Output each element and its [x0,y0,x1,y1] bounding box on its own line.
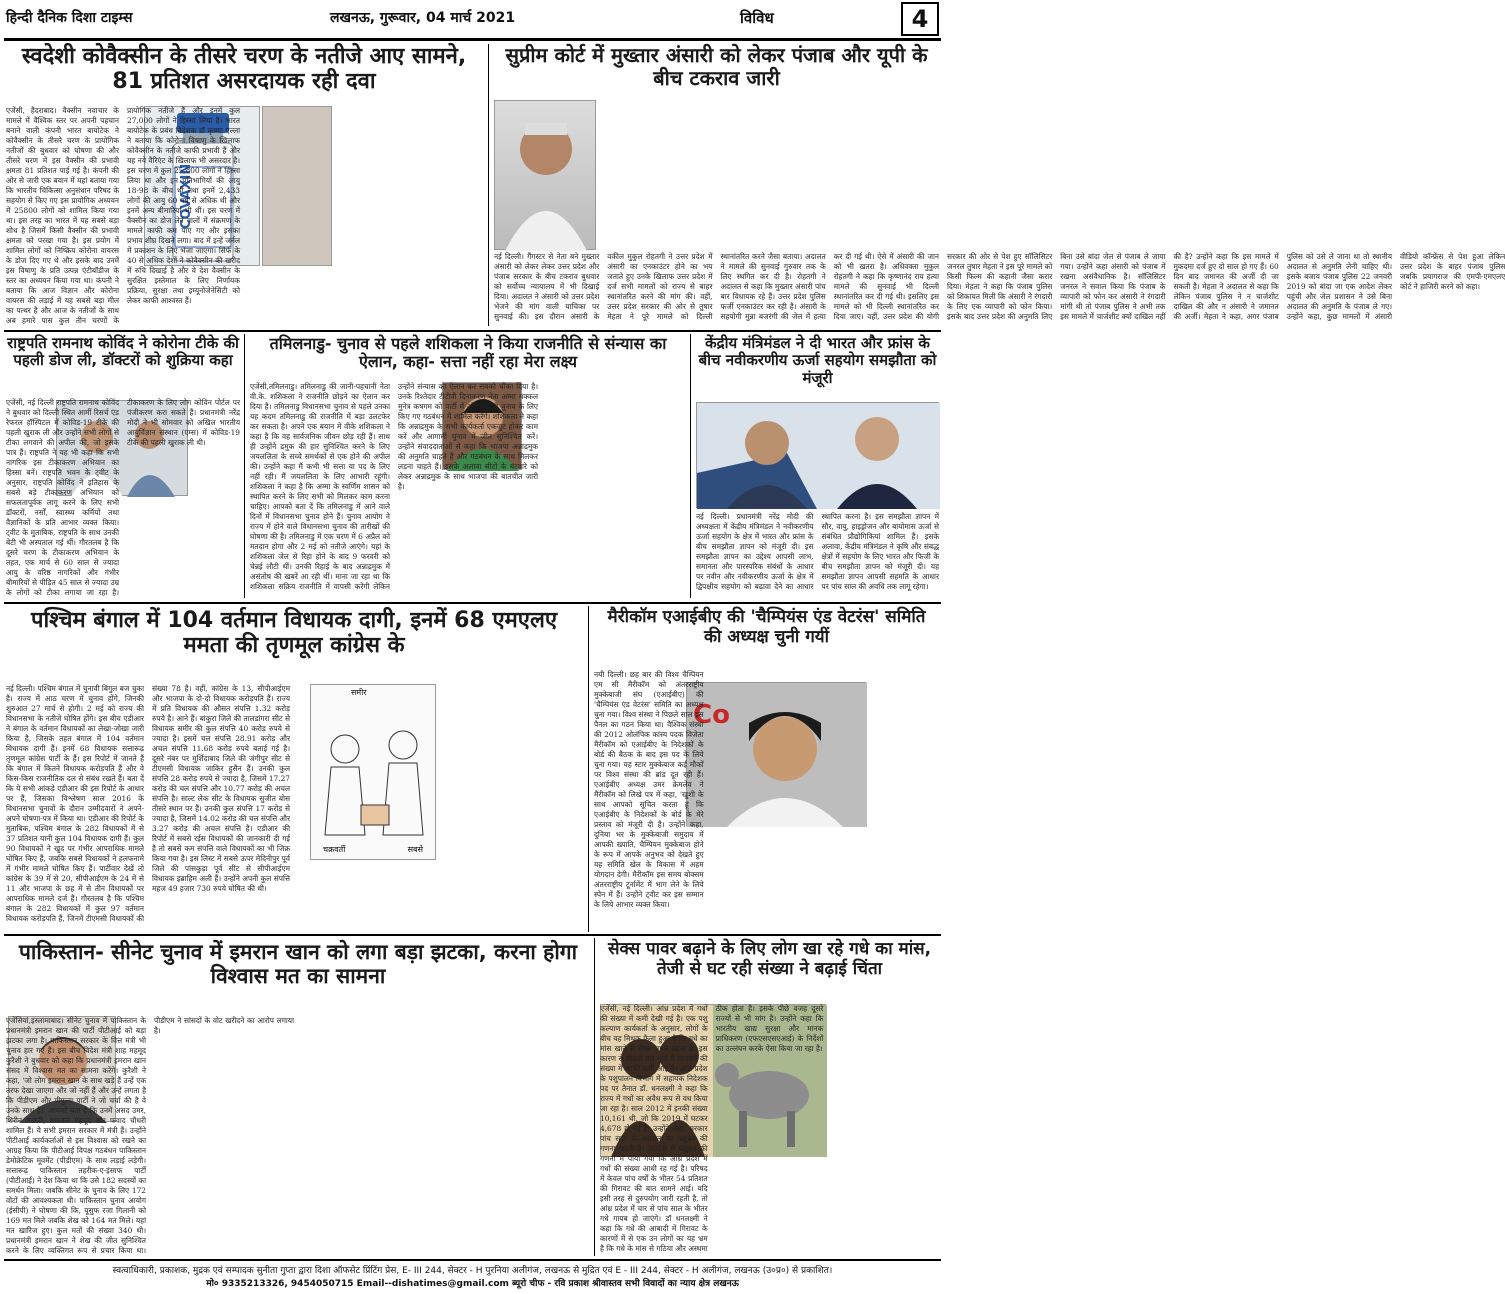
article-donkey [598,938,941,1258]
person-portrait-icon [495,101,597,251]
divider [594,938,595,1256]
ansari-photo [494,100,596,250]
covaxin-headline: स्वदेशी कोवैक्सीन के तीसरे चरण के नतीजे आए सामने, 81 प्रतिशत असरदायक रही दवा [21,44,467,95]
marykom-headline: मैरीकॉम एआईबीए की 'चैम्पियंस एंड वेटरंस' समिति की अध्यक्ष चुनी गयीं [607,607,926,647]
divider [690,334,691,598]
solar-panel-photo-icon [697,403,940,509]
section-name: विविध [740,9,774,27]
ansari-headline: सुप्रीम कोर्ट में मुख्तार अंसारी को लेकर पंजाब और यूपी के बीच टकराव जारी [505,43,928,90]
vial-label: COVAXIN [179,163,194,229]
india-france-photo [696,402,939,508]
paper-name: हिन्दी दैनिक दिशा टाइम्स [6,10,133,26]
ansari-body: नई दिल्ली। गैंगस्टर से नेता बने मुख्तार अंसारी को लेकर लेकर उत्तर प्रदेश और पंजाब सरकार के बीच टकराव बुधवार को सर्वोच्च न्यायालय में भी दिखाई दिया। अदालत ने अंसारी को उत्तर प्रदेश भेजने की मांग वाली याचिका पर सुनवाई की। इस दौरान अंसारी के वकील मुकुल रोहतगी ने उत्तर प्रदेश में अंसारी का एनकाउंटर होने का भय जताते हुए उनके खिलाफ उत्तर प्रदेश में दर्ज सभी मामलों को राज्य से बाहर स्थानांतरित करने की मांग की। वहीं, उत्तर प्रदेश सरकार की ओर से तुषार मेहता ने पूरे मामले को दिल्ली स्थानांतरित करने जैसा बताया। अदालत ने मामले की सुनवाई गुरुवार तक के लिए स्थगित कर दी है। रोहतगी ने अदालत से कहा कि मुख्तार अंसारी पांच बार विधायक रहे हैं। उत्तर प्रदेश पुलिस फर्जी एनकाउंटर कर रही है। अंसारी के सहयोगी मुन्ना बजरंगी की जेल में हत्या कर दी गई थी। ऐसे में अंसारी की जान को भी खतरा है। अधिवक्ता मुकुल रोहतगी ने कहा कि कृष्णानंद राय हत्या मामले की सुनवाई भी दिल्ली स्थानांतरित कर दी गई थी। इसलिए इस मामले को भी दिल्ली स्थानांतरित कर दिया जाए। वहीं, उत्तर प्रदेश की योगी सरकार की ओर से पेश हुए सॉलिसिटर जनरल तुषार मेहता ने इस पूरे मामले को किसी फिल्म की कहानी जैसा करार दिया। मेहता ने कहा कि पंजाब पुलिस को शिकायत मिली कि अंसारी ने रंगदारी के लिए एक व्यापारी को फोन किया। इसके बाद उत्तर प्रदेश की अनुमति लिए बिना उसे बांदा जेल से पंजाब ले जाया गया। उन्होंने कहा अंसारी को पंजाब में रखना असंवैधानिक है। सॉलिसिटर जनरल ने सवाल किया कि पंजाब के व्यापारी को फोन कर अंसारी ने रंगदारी मांगी थी तो पंजाब पुलिस ने अभी तक इस मामले में चार्जशीट क्यों दाखिल नहीं की है? उन्होंने कहा कि इस मामले में मुकदमा दर्ज हुए दो साल हो गए हैं। 60 दिन बाद जमानत की अर्जी दी जा सकती है। मेहता ने अदालत से कहा कि लेकिन पंजाब पुलिस ने न चार्जशीट दाखिल की और न अंसारी ने जमानत की अर्जी। मेहता ने कहा, अगर पंजाब पुलिस को उसे ले जाना था तो स्थानीय अदालत से अनुमति लेनी चाहिए थी। इसके बजाय पंजाब पुलिस 22 जनवरी 2019 को बांदा जा एक आदेश लेकर पहुंची और जेल प्रशासन ने उसे बिना अदालत की अनुमति के पंजाब ले गए। उन्होंने कहा, कुछ मामलों में अंसारी वीडियो कॉन्फ्रेंस से पेश हुआ लेकिन उत्तर प्रदेश के बाहर पंजाब पुलिस जबकि प्रयागराज की एमपी-एमएलए कोर्ट ने हाजिरी करने को कहा। [494,252,1505,321]
article-imran [4,938,592,1258]
divider [488,44,489,326]
sasikala-headline: तमिलनाडु- चुनाव से पहले शशिकला ने किया राजनीति से संन्यास का ऐलान, कहा- सत्ता नहीं रहा मेरा लक्ष्य [269,334,667,372]
divider [4,330,941,332]
cartoon-label: समीर [351,688,367,697]
article-marykom [592,606,941,934]
bengal-body: नई दिल्ली। पश्चिम बंगाल में चुनावी बिगुल बज चुका है। राज्य में आठ चरण में चुनाव होंगे, जिनकी शुरुआत 27 मार्च से होगी। 2 मई को राज्य की विधानसभा के नतीजे घोषित होंगे। इस बीच एडीआर ने बंगाल के वर्तमान विधायकों का लेखा-जोखा जारी किया है, जिसके तहत बंगाल में 104 वर्तमान विधायक दागी हैं। इनमें 68 विधायक सत्तारूढ़ तृणमूल कांग्रेस पार्टी के हैं। इस रिपोर्ट में जानते हैं कि बंगाल में कितने विधायक करोड़पति हैं और वे किस-किस राजनीतिक दल से संबंध रखते हैं। बता दें कि ये सभी आंकड़े एडीआर की इस रिपोर्ट के आधार पर हैं, जिसका विश्लेषण साल 2016 के विधानसभा चुनावों के दौरान उम्मीदवारों ने अपने-अपने घोषणा-पत्र में किया था। एडीआर की रिपोर्ट के मुताबिक, पश्चिम बंगाल के 282 विधायकों में से 37 प्रतिशत यानी कुल 104 विधायक दागी हैं। कुल 90 विधायकों ने खुद पर गंभीर आपराधिक मामले घोषित किए हैं, जबकि सबसे विधायकों ने हलफनामे में गंभीर मामले घोषित किए हैं। पार्टीवार देखें तो कांग्रेस के 39 में से 20, सीपीआईएम के 24 में से 11 और भाजपा के छह में से तीन विधायकों पर आपराधिक मामले दर्ज हैं। गौरतलब है कि पश्चिम बंगाल के 282 विधायकों में कुल 97 वर्तमान विधायक करोड़पति हैं, जिनमें टीएमसी विधायकों की संख्या 78 है। वहीं, कांग्रेस के 13, सीपीआईएम और भाजपा के दो-दो विधायक करोड़पति हैं। राज्य में प्रति विधायक की औसत संपत्ति 1.32 करोड़ रुपये है। आने हैं। बांकुरा जिले की तालडांगरा सीट से विधायक समीर की कुल संपत्ति 40 करोड़ रुपये से ज्यादा है। इसमें चल संपत्ति 28.91 करोड़ और अचल संपत्ति 11.68 करोड़ रुपये बताई गई है। दूसरे नंबर पर मुर्शिदाबाद जिले की जंगीपुर सीट से टीएमसी विधायक जाकिर हुसैन हैं। उनकी कुल संपत्ति 28 करोड़ रुपये से ज्यादा है, जिसमें 17.27 करोड़ की चल संपत्ति और 10.77 करोड़ की अचल संपत्ति है। साल्ट लेक सीट के विधायक सुजीत बोस तीसरे स्थान पर हैं। उनकी कुल संपत्ति 17 करोड़ से ज्यादा है, जिसमें 14.02 करोड़ की चल संपत्ति और 3.27 करोड़ की अचल संपत्ति है। एडीआर की रिपोर्ट में सबसे रईस विधायकों की जानकारी दी गई है तो सबसे कम संपत्ति वाले विधायकों का भी जिक्र किया गया है। इस लिस्ट में सबसे ऊपर मेदिनीपुर पूर्व जिले की पांसकुड़ा पूर्व सीट से सीपीआईएम विधायक इब्राहिम अली हैं। उन्होंने अपनी कुल संपत्ति महज 49 हजार 730 रुपये घोषित की थी। [6,684,290,923]
page-number: 4 [901,2,939,36]
article-covaxin [4,42,484,330]
article-bengal [4,606,584,934]
divider [588,606,589,932]
imran-headline: पाकिस्तान- सीनेट चुनाव में इमरान खान को लगा बड़ा झटका, करना होगा विश्वास मत का सामना [18,940,578,989]
kovind-body: एजेंसी, नई दिल्ली राष्ट्रपति रामनाथ कोविंद ने बुधवार को दिल्ली स्थित आर्मी रिसर्च एंड रेफरल हॉस्पिटल में कोविड-19 टीके की पहली खुराक ली और उन्होंने सभी लोगों से टीका लगवाने की अपील की, जो इसके पात्र हैं। राष्ट्रपति ने यह भी कहा कि सभी नागरिक इस टीकाकरण अभियान का हिस्सा बनें। राष्ट्रपति भवन के ट्वीट के अनुसार, राष्ट्रपति कोविंद ने इतिहास के सबसे बड़े टीकाकरण अभियान को सफलतापूर्वक लागू करने के लिए सभी डॉक्टरों, नर्सों, स्वास्थ्य कर्मियों तथा वैज्ञानिकों के प्रति आभार व्यक्त किया। ट्वीट के मुताबिक, राष्ट्रपति के साथ उनकी बेटी भी अस्पताल गई थीं। गौरतलब है कि दूसरे चरण के टीकाकरण अभियान के तहत, एक मार्च से 60 साल से ज्यादा आयु के वरिष्ठ नागरिकों और गंभीर बीमारियों से पीड़ित 45 साल से ज्यादा उम्र के लोगों को टीका लगाया जा रहा है। टीकाकरण के लिए लोग कोविन पोर्टल पर पंजीकरण करा सकते हैं। प्रधानमंत्री नरेंद्र मोदी ने भी सोमवार को अखिल भारतीय आयुर्विज्ञान संस्थान (एम्स) में कोविड-19 टीके की पहली खुराक ली थी। [6,398,240,597]
divider [244,334,245,598]
imprint-footer [0,1262,945,1294]
dateline: लखनऊ, गुरूवार, 04 मार्च 2021 [330,10,516,26]
imran-body: एजेंसियां,इस्लामाबाद। सीनेट चुनाव में पाकिस्तान के प्रधानमंत्री इमरान खान की पार्टी पीटीआई को बड़ा झटका लगा है। पाकिस्तान सरकार के वित्त मंत्री भी चुनाव हार गए हैं। इस बीच विदेश मंत्री शाह महमूद कुरैशी ने बुधवार को कहा कि प्रधानमंत्री इमरान खान संसद में विश्वास मत का सामना करेंगे। कुरैशी ने कहा, 'जो लोग इमरान खान के साथ खड़े हैं उन्हें एक तरफ देखा जाएगा और जो नहीं हैं और उन्हें लगता है कि पीडीएम और पीपुल्स पार्टी ने जो चर्चा की है वे उनके साथ हैं।' आपको बता दें कि उनमें असद उमर, शिरीन मजारी, शफकत महमूद और फवाद चौधरी शामिल हैं। ये सभी इमरान सरकार में मंत्री हैं। उन्होंने पीटीआई कार्यकर्ताओं से इस विश्वास को रखने का आग्रह किया कि पीटीआई विपक्ष गठबंधन पाकिस्तान डेमोक्रेटिक मूवमेंट (पीडीएम) के साथ लड़ाई लड़ेगी। सत्तारूढ़ पाकिस्तान तहरीक-ए-इंसाफ पार्टी (पीटीआई) ने देश किया था कि उसे 182 सदस्यों का समर्थन मिला। जबकि सीनेट के चुनाव के लिए 172 वोटों की आवश्यकता थी। पाकिस्तान चुनाव आयोग (ईसीपी) ने घोषणा की कि, यूसुफ रजा गिलानी को 169 मत मिले जबकि शेख को 164 मत मिले। यहां मत खारिज हुए। कुल मतों की संख्या 340 थी। प्रधानमंत्री इमरान खान ने शेख की जीत सुनिश्चित करने के लिए व्यक्तिगत रूप से प्रचार किया था। पीडीएम ने सांसदों के वोट खरीदने का आरोप लगाया है। [6,1016,294,1255]
imprint-line: स्वत्वाधिकारी, प्रकाशक, मुद्रक एवं सम्पादक सुनीता गुप्ता द्वारा दिशा ऑफसेट प्रिंटिंग प्रेस, E- III 244, सेक्टर - H पुरनिया अलीगंज, लखनऊ से मुद्रित एवं E - III 244, सेक्टर - H अलीगंज, लखनऊ (उ०प्र०) से प्रकाशित। [112,1266,833,1276]
article-sasikala [248,334,688,602]
bengal-headline: पश्चिम बंगाल में 104 वर्तमान विधायक दागी, इनमें 68 एमएलए ममता की तृणमूल कांग्रेस के [30,608,558,659]
svg-text:Co: Co [693,700,730,730]
divider [4,602,941,604]
sasikala-body: एजेंसी,तमिलनाडु। तमिलनाडु की जानी-पहचानी नेता वी.के. शशिकला ने राजनीति छोड़ने का ऐलान कर दिया है। तमिलनाडु विधानसभा चुनाव से पहले उनका यह कदम तमिलनाडु की राजनीति में बड़ा उलटफेर कर सकता है। अपने एक बयान में वीके शशिकला ने कहा है कि वह सार्वजनिक जीवन छोड़ रही हैं। साथ ही उन्होंने द्रमुक की हार सुनिश्चित करने के लिए जयललिता के सच्चे समर्थकों से एक होने की अपील की। उन्होंने कहा मैं कभी भी सत्ता या पद के लिए नहीं रही। मैं जयललिता के लिए आभारी रहूंगी। शशिकला ने कहा है कि अम्मा के स्वर्णिम शासन को स्थापित करने के लिए सभी को मिलकर काम करना चाहिए। आपको बता दें कि तमिलनाडु में आने वाले दिनों में विधानसभा चुनाव होने हैं। चुनाव आयोग ने राज्य में होने वाले विधानसभा चुनाव की तारीखों की घोषणा की है। तमिलनाडु में एक चरण में 6 अप्रैल को मतदान होगा और 2 मई को नतीजे आएंगे। यहां के शशिकला जेल से रिहा होने के बाद 9 फरवरी को चेन्नई लौटी थीं। उनकी रिहाई के बाद अन्नाद्रमुक में असंतोष की खबरें आ रही थीं। माना जा रहा था कि शशिकला सक्रिय राजनीति में वापसी करेंगी लेकिन उन्होंने संन्यास का ऐलान कर सबको चौंका दिया है। उनके रिश्तेदार टीटीवी दिनाकरण नेता अम्मा मक्कल मुनेत्र कषगम को पार्टी में और वह भी चुनाव के लिए किए गए गठबंधन में शामिल करेंगे। शशिकला ने कहा कि अन्नाद्रमुक के सभी कार्यकर्ता एकजुट होकर काम करें और आगामी चुनाव में जीत सुनिश्चित करें। उन्होंने संवाददाताओं से कहा कि भाजपा अन्नाद्रमुक की अनुमति चाहते हैं और गठबंधन के साथ मिलकर लड़ना चाहते हैं। इसके अलावा सीटों के बंटवारे को लेकर अन्नाद्रमुक के साथ भाजपा की बातचीत जारी है। [250,382,538,591]
donkey-body: एजेंसी, नई दिल्ली। आंध्र प्रदेश में गधों की संख्या में कमी देखी गई है। एक पशु कल्याण कार्यकर्ता के अनुसार, लोगों के बीच यह मिथक फैला हुआ है कि गधे का मांस खाने से सेक्स पावर बढ़ता है। इस कारण से पिछले चार वर्षों में जानवरों की संख्या में काफी कमी आई है। आंध्र प्रदेश के पशुपालन विभाग में सहायक निदेशक पद पर तैनात डॉ. धनलक्ष्मी ने कहा कि राज्य में गधों का अवैध रूप से वध किया जा रहा है। साल 2012 में इनकी संख्या 10,161 थी, जो कि 2019 में घटकर 4,678 हो गई है। उन्होंने कहा, सरकार पांच साल के अंतराल पर पशुधन की गणना करती है। 2019 में पशुधन की गणना में पाया गया कि आंध्र प्रदेश में गधों की संख्या आधी रह गई है। परिषद में केवल पांच वर्षों के भीतर 54 प्रतिशत की गिरावट की बात सामने आई। यदि इसी तरह से दुरुपयोग जारी रहती है, तो आंध्र प्रदेश में चार से पांच साल के भीतर गधे गायब हो जाएंगे। डॉ धनलक्ष्मी ने कहा कि गधे की आबादी में गिरावट के कारणों में से एक उन लोगों का यह भ्रम है कि गधे के मांस से गठिया और अस्थमा ठीक होता है। इसके पीछे वजह दूसरे राज्यों से भी मांग है। उन्होंने कहा कि भारतीय खाद्य सुरक्षा और मानक प्राधिकरण (एफएसएसएआई) के निर्देशों का उल्लंघन करके ऐसा किया जा रहा है। [600,1004,824,1253]
article-kovind [4,334,242,602]
footer-rule [4,1259,941,1261]
masthead-rule [4,38,941,41]
kovind-headline: राष्ट्रपति रामनाथ कोविंद ने कोरोना टीके की पहली डोज ली, डॉक्टरों को शुक्रिया कहा [7,334,239,370]
india-france-body: नई दिल्ली। प्रधानमंत्री नरेंद्र मोदी की अध्यक्षता में केंद्रीय मंत्रिमंडल ने नवीकरणीय ऊर्जा सहयोग के क्षेत्र में भारत और फ्रांस के बीच समझौता ज्ञापन को मंजूरी दी। इस समझौता ज्ञापन का उद्देश्य आपसी लाभ, समानता और पारस्परिक संबंधों के आधार पर नवीन और नवीकरणीय ऊर्जा के क्षेत्र में द्विपक्षीय सहयोग को बढ़ावा देने का आधार स्थापित करना है। इस समझौता ज्ञापन में सौर, वायु, हाइड्रोजन और बायोमास ऊर्जा से संबंधित प्रौद्योगिकियां शामिल हैं। इसके अलावा, केंद्रीय मंत्रिमंडल ने कृषि और संबद्ध क्षेत्रों में सहयोग के लिए भारत और फिजी के बीच समझौता ज्ञापन को मंजूरी दी। यह समझौता ज्ञापन आपसी सहमति के आधार पर पांच साल की अवधि तक लागू रहेगा। [696,512,939,591]
article-ansari [492,42,1505,330]
india-france-headline: केंद्रीय मंत्रिमंडल ने दी भारत और फ्रांस के बीच नवीकरणीय ऊर्जा सहयोग समझौता को मंजूरी [698,334,937,387]
divider [4,934,941,936]
article-india-france [694,334,941,602]
masthead [0,0,945,40]
cartoon-label: चक्रवर्ती [323,845,346,854]
cartoon-label: सबसे [407,845,423,854]
marykom-body: नयी दिल्ली। छह बार की विश्व चैम्पियन एम सी मैरीकॉम को अंतरराष्ट्रीय मुक्केबाजी संघ (एआईबीए) की 'चैम्पियंस एंड वेटरंस' समिति का अध्यक्ष चुना गया। विश्व संस्था ने पिछले साल इस पैनल का गठन किया था। वैश्विक संस्था की 2012 ओलंपिक कांस्य पदक विजेता मैरीकॉम को एआईबीए के निदेशकों के बोर्ड की बैठक के बाद इस पद के लिये चुना गया। यह स्टार मुक्केबाज कई मौकों पर विश्व संस्था की ब्रांड दूत रही हैं। एआईबीए अध्यक्ष उमर क्रेमलेव ने मैरीकॉम को लिखे पत्र में कहा, 'खुशी के साथ आपको सूचित करता हूं कि एआईबीए के निदेशकों के बोर्ड के मेरे प्रस्ताव को मंजूरी दी है। उन्होंने कहा, दुनिया भर के मुक्केबाजी समुदाय में आपकी ख्याति, चैम्पियन मुक्केबाज होने के रूप में आपके अनुभव को देखते हुए यह समिति खेल के विकास में अहम योगदान देगी। मैरीकॉम इस समय बोक्सम अंतरराष्ट्रीय टूर्नामेंट में भाग लेने के लिये स्पेन में हैं। उन्होंने ट्वीट कर इस सम्मान के लिये आभार व्यक्त किया। [594,670,704,909]
contact-line: मो० 9335213326, 9454050715 Email--dishatimes@gmail.com ब्यूरो चीफ - रवि प्रकाश श्रीवास्तव सभी विवादों का न्याय क्षेत्र लखनऊ [206,1279,739,1289]
covaxin-body: एजेंसी, हैदराबाद। वैक्सीन नवाचार के मामले में वैश्विक स्तर पर अपनी पहचान बनाने वाली कंपनी भारत बायोटेक ने कोवैक्सीन के तीसरे चरण के प्रायोगिक नतीजों की बुधवार को घोषणा की और तीसरे चरण में इस वैक्सीन की प्रभावी क्षमता 81 प्रतिशत पाई गई है। कंपनी की ओर से जारी एक बयान में यहां बताया गया कि भारतीय चिकित्सा अनुसंधान परिषद के सहयोग से किए गए इस प्रायोगिक अध्ययन में 25800 लोगों को शामिल किया गया था। इस तरह का भारत में यह सबसे बड़ा शोध है जिसमें किसी वैक्सीन की प्रभावी क्षमता को परखा गया है। इस प्रयोग में शामिल लोगों को निष्क्रिय कोरोना वायरस के डोज दिए गए थे और इसके बाद उनमें इस विषाणु के प्रति उत्पन्न एंटीबॉडीज के स्तर का अध्ययन किया गया था। कंपनी ने बताया कि आज विज्ञान और कोरोना वायरस की लड़ाई में यह सबसे बड़ा मील का पत्थर है और आज के नतीजों के साथ अब हमारे पास कुल तीन चरणों के प्रायोगिक नतीजे हैं और इनमें कुल 27,000 लोगों ने हिस्सा लिया है। भारत बायोटेक के प्रबंध निदेशक डॉ कृष्णा एल्ला ने बताया कि कोरोना विषाणु के खिलाफ कोवैक्सीन के नतीजे काफी प्रभावी हैं और यह नये वैरिएंट के खिलाफ भी असरदार है। इस चरण में कुल 25,800 लोगों ने हिस्सा लिया था और इन प्रतिभागियों की आयु 18-98 के बीच थी तथा इनमें 2,433 लोगों की आयु 60 वर्ष से अधिक थी और इनमें अन्य बीमारियां भी थीं। इस चरण में वैक्सीन का डोज लेने वालों में संक्रमण के मामले काफी कम पाए गए और इसका प्रभाव शीघ्र दिखने लगा। बाद में इन्हें जर्नल में प्रकाशन के लिए भेजा जाएगा। सिर्फ के 40 से अधिक देशों ने कोवैक्सीन की खरीद में रुचि दिखाई है और ये देश वैक्सीन के सुरक्षित इस्तेमाल के लिए निर्णायक प्रक्रिया, सुरक्षा तथा इम्यूनोजेनेसिटी को लेकर काफी आश्वस्त हैं। [6,106,240,325]
donkey-headline: सेक्स पावर बढ़ाने के लिए लोग खा रहे गधे का मांस, तेजी से घट रही संख्या ने बढ़ाई चिंता [607,939,932,979]
